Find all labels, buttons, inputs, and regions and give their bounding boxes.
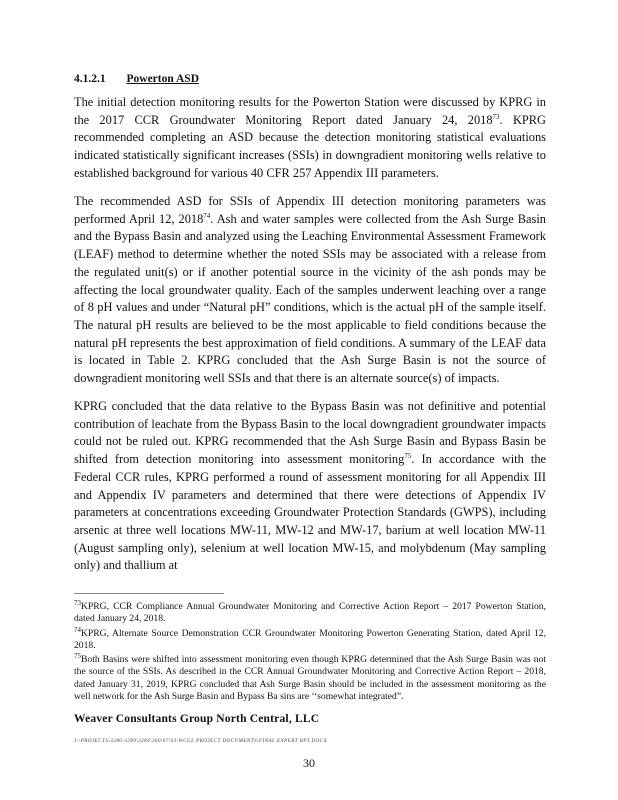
footnote-ref: 75	[404, 451, 412, 460]
footnote-text: KPRG, Alternate Source Demonstration CCR Groundwater Monitoring Powerton Generating Station, dated April 12, 2018.	[74, 628, 546, 652]
footnote-number: 73	[74, 598, 81, 607]
paragraph-text: . KPRG recommended completing an ASD because the detection monitoring statistical evaluations indicated statistically significant increases (SSIs) in downgradient monitoring wells relative to established background for various 40 CFR 257 Appendix III parameters.	[74, 112, 546, 180]
paragraph-bypass-basin	[74, 398, 546, 575]
footnote-ref: 74	[203, 211, 211, 220]
footnote-ref: 73	[492, 112, 500, 121]
footnote-divider	[74, 593, 224, 594]
footnote-number: 74	[74, 625, 81, 634]
footnote-text: KPRG, CCR Compliance Annual Groundwater Monitoring and Corrective Action Report – 2017 Powerton Station, dated January 24, 2018.	[74, 601, 546, 625]
footnote-text: Both Basins were shifted into assessment monitoring even though KPRG determined that the Ash Surge Basin was not the source of the SSIs. As described in the CCR Annual Groundwater Monitoring and Corrective Action Report – 2018, dated January 31, 2019, KPRG concluded that Ash Surge Basin should be included in the assessment monitoring as the well network for the Ash Surge Basin and Bypass Ba sins are ‘‘somewhat integrated”.	[74, 654, 546, 703]
paragraph-text: The recommended ASD for SSIs of Appendix III detection monitoring parameters was performed April 12, 2018	[74, 194, 546, 226]
paragraph-asd-performed	[74, 193, 546, 388]
section-title: Powerton ASD	[126, 73, 200, 85]
paragraph-text: . Ash and water samples were collected from the Ash Surge Basin and the Bypass Basin and analyzed using the Leaching Environmental Assessment Framework (LEAF) method to determine whether the noted SSIs may be associated with a release from the regulated unit(s) or if another potential source in the vicinity of the ash ponds may be affecting the local groundwater quality. Each of the samples underwent leaching over a range of 8 pH values and under “Natural pH” conditions, which is the actual pH of the sample itself. The natural pH results are believed to be the most applicable to field conditions because the natural pH represents the best approximation of field conditions. A summary of the LEAF data is located in Table 2. KPRG concluded that the Ash Surge Basin is not the source of downgradient monitoring well SSIs and that there is an alternate source(s) of impacts.	[74, 211, 546, 386]
paragraph-text: The initial detection monitoring results for the Powerton Station were discussed by KPRG in the 2017 CCR Groundwater Monitoring Report dated January 24, 2018	[74, 95, 546, 127]
footnote-75	[74, 651, 546, 704]
firm-name: Weaver Consultants Group North Central, LLC	[74, 713, 320, 725]
file-path: J:\PROJECTS\3280-3289\3284\300\07\03\WCGL PROJECT DOCUMENTS\FINAL EXPERT RPT.DOCX	[74, 738, 328, 744]
paragraph-text: . In accordance with the Federal CCR rules, KPRG performed a round of assessment monitoring for all Appendix III and Appendix IV parameters and determined that there were detections of Appendix IV parameters at concentrations exceeding Groundwater Protection Standards (GWPS), including arsenic at three well locations MW-11, MW-12 and MW-17, barium at well location MW-11 (August sampling only), selenium at well location MW-15, and molybdenum (May sampling only) and thallium at	[74, 452, 547, 573]
footnote-73	[74, 598, 546, 626]
paragraph-initial-results	[74, 94, 546, 183]
section-heading	[74, 73, 199, 85]
footnote-74	[74, 625, 546, 653]
paragraph-text: KPRG concluded that the data relative to the Bypass Basin was not definitive and potential contribution of leachate from the Bypass Basin to the local downgradient groundwater impacts could not be ruled out. KPRG recommended that the Ash Surge Basin and Bypass Basin be shifted from detection monitoring into assessment monitoring	[74, 399, 546, 467]
section-number: 4.1.2.1	[74, 73, 106, 85]
footnote-number: 75	[74, 651, 81, 660]
page-number: 30	[303, 756, 315, 770]
